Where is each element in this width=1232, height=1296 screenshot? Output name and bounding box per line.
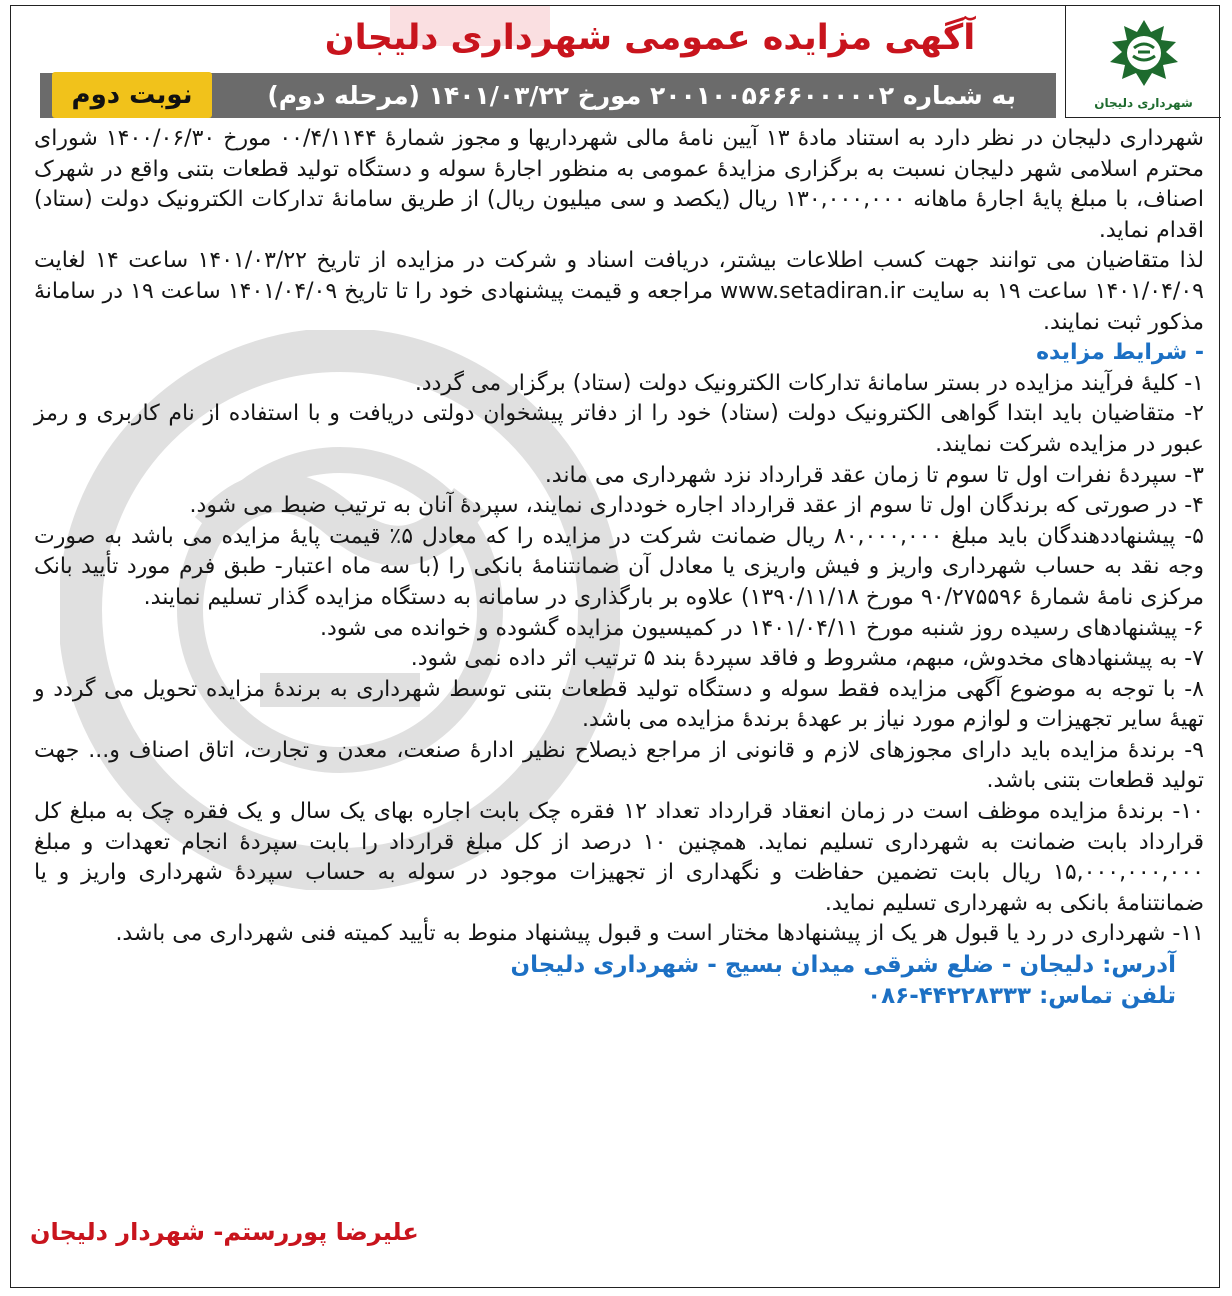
phone-line: تلفن تماس: ۴۴۲۲۸۳۳۳-۰۸۶ bbox=[867, 982, 1176, 1009]
condition-item-6: ۶- پیشنهادهای رسیده روز شنبه مورخ ۱۴۰۱/۰۴/۱۱ در کمیسیون مزایده گشوده و خوانده می شود. bbox=[319, 615, 1204, 641]
condition-item-9: ۹- برندهٔ مزایده باید دارای مجوزهای لازم و قانونی از مراجع ذیصلاح نظیر ادارهٔ صنعت، معدن و تجارت، اتاق اصناف و... جهت تولید قطعات بتنی باشد. bbox=[34, 737, 1204, 794]
condition-item-8: ۸- با توجه به موضوع آگهی مزایده فقط سوله و دستگاه تولید قطعات بتنی توسط شهرداری به برندهٔ مزایده تحویل می گردد و تهیهٔ سایر تجهیزات و لوازم مورد نیاز بر عهدهٔ برندهٔ مزایده می باشد. bbox=[34, 676, 1204, 733]
conditions-heading: - شرایط مزایده bbox=[1036, 340, 1204, 366]
condition-item-7: ۷- به پیشنهادهای مخدوش، مبهم، مشروط و فاقد سپردهٔ بند ۵ ترتیب اثر داده نمی شود. bbox=[410, 646, 1204, 672]
round-badge: نوبت دوم bbox=[52, 72, 212, 118]
condition-item-5: ۵- پیشنهاددهندگان باید مبلغ ۸۰,۰۰۰,۰۰۰ ریال ضمانت شرکت در مزایده را که معادل ۵٪ قیمت پایهٔ مزایده می باشد به صورت وجه نقد به حساب شهرداری واریز و فیش واریزی یا معادل آن ضمانتنامهٔ بانکی را (با سه ماه اعتبار- طبق فرم مورد تأیید بانک مرکزی نامهٔ شمارهٔ ۹۰/۲۷۵۵۹۶ مورخ ۱۳۹۰/۱۱/۱۸) علاوه بر بارگذاری در سامانه به دستگاه مزایده گذار تسلیم نمایند. bbox=[34, 523, 1204, 610]
intro-paragraph-1: شهرداری دلیجان در نظر دارد به استناد مادهٔ ۱۳ آیین نامهٔ مالی شهرداریها و مجوز شمارهٔ ۰۰/۴/۱۱۴۴ مورخ ۱۴۰۰/۰۶/۳۰ شورای محترم اسلامی شهر دلیجان نسبت به برگزاری مزایدهٔ عمومی به منظور اجارهٔ سوله و دستگاه تولید قطعات بتنی واقع در شهرک اصناف، با مبلغ پایهٔ اجارهٔ ماهانه ۱۳۰,۰۰۰,۰۰۰ ریال (یکصد و سی میلیون ریال) از طریق سامانهٔ تدارکات الکترونیک دولت (ستاد) اقدام نماید. bbox=[34, 126, 1204, 243]
condition-item-1: ۱- کلیهٔ فرآیند مزایده در بستر سامانهٔ تدارکات الکترونیک دولت (ستاد) برگزار می گردد. bbox=[414, 370, 1204, 396]
condition-item-3: ۳- سپردهٔ نفرات اول تا سوم تا زمان عقد قرارداد نزد شهرداری می ماند. bbox=[544, 462, 1204, 488]
condition-item-11: ۱۱- شهرداری در رد یا قبول هر یک از پیشنهادها مختار است و قبول پیشنهاد منوط به تأیید کمیته فنی شهرداری می باشد. bbox=[115, 921, 1204, 947]
notice-title: آگهی مزایده عمومی شهرداری دلیجان bbox=[324, 18, 976, 58]
signature-line: علیرضا پوررستم- شهردار دلیجان bbox=[30, 1218, 419, 1246]
condition-item-10: ۱۰- برندهٔ مزایده موظف است در زمان انعقاد قرارداد تعداد ۱۲ فقره چک بابت اجاره بهای یک سال و یک فقره چک به مبلغ کل قرارداد بابت ضمانت به شهرداری تسلیم نماید. همچنین ۱۰ درصد از کل مبلغ قرارداد را بابت سپردهٔ انجام تعهدات و مبلغ ۱۵,۰۰۰,۰۰۰,۰۰۰ ریال بابت تضمین حفاظت و نگهداری از تجهیزات موجود در سوله به حساب سپردهٔ شهرداری واریز و یا ضمانتنامهٔ بانکی به شهرداری تسلیم نماید. bbox=[34, 799, 1205, 916]
address-line: آدرس: دلیجان - ضلع شرقی میدان بسیج - شهرداری دلیجان bbox=[510, 952, 1176, 979]
notice-number-bar: به شماره ۲۰۰۱۰۰۵۶۶۶۰۰۰۰۰۲ مورخ ۱۴۰۱/۰۳/۲۲ (مرحله دوم) bbox=[40, 73, 1056, 118]
logo-caption: شهرداری دلیجان bbox=[1094, 95, 1193, 110]
municipality-emblem-icon bbox=[1098, 14, 1190, 94]
condition-item-4: ۴- در صورتی که برندگان اول تا سوم از عقد قرارداد اجاره خودداری نمایند، سپردهٔ آنان به ترتیب ضبط می شود. bbox=[189, 493, 1204, 519]
condition-item-2: ۲- متقاضیان باید ابتدا گواهی الکترونیک دولت (ستاد) خود را از دفاتر پیشخوان دولتی دریافت و با استفاده از نام کاربری و رمز عبور در مزایده شرکت نمایند. bbox=[34, 401, 1204, 457]
intro-paragraph-2: لذا متقاضیان می توانند جهت کسب اطلاعات بیشتر، دریافت اسناد و شرکت در مزایده از تاریخ ۱۴۰۱/۰۳/۲۲ ساعت ۱۴ لغایت ۱۴۰۱/۰۴/۰۹ ساعت ۱۹ به سایت www.setadiran.ir مراجعه و قیمت پیشنهادی خود را تا تاریخ ۱۴۰۱/۰۴/۰۹ ساعت ۱۹ در سامانهٔ مذکور ثبت نمایند. bbox=[34, 248, 1204, 335]
municipality-logo bbox=[1065, 6, 1221, 118]
notice-body bbox=[34, 124, 1204, 1011]
